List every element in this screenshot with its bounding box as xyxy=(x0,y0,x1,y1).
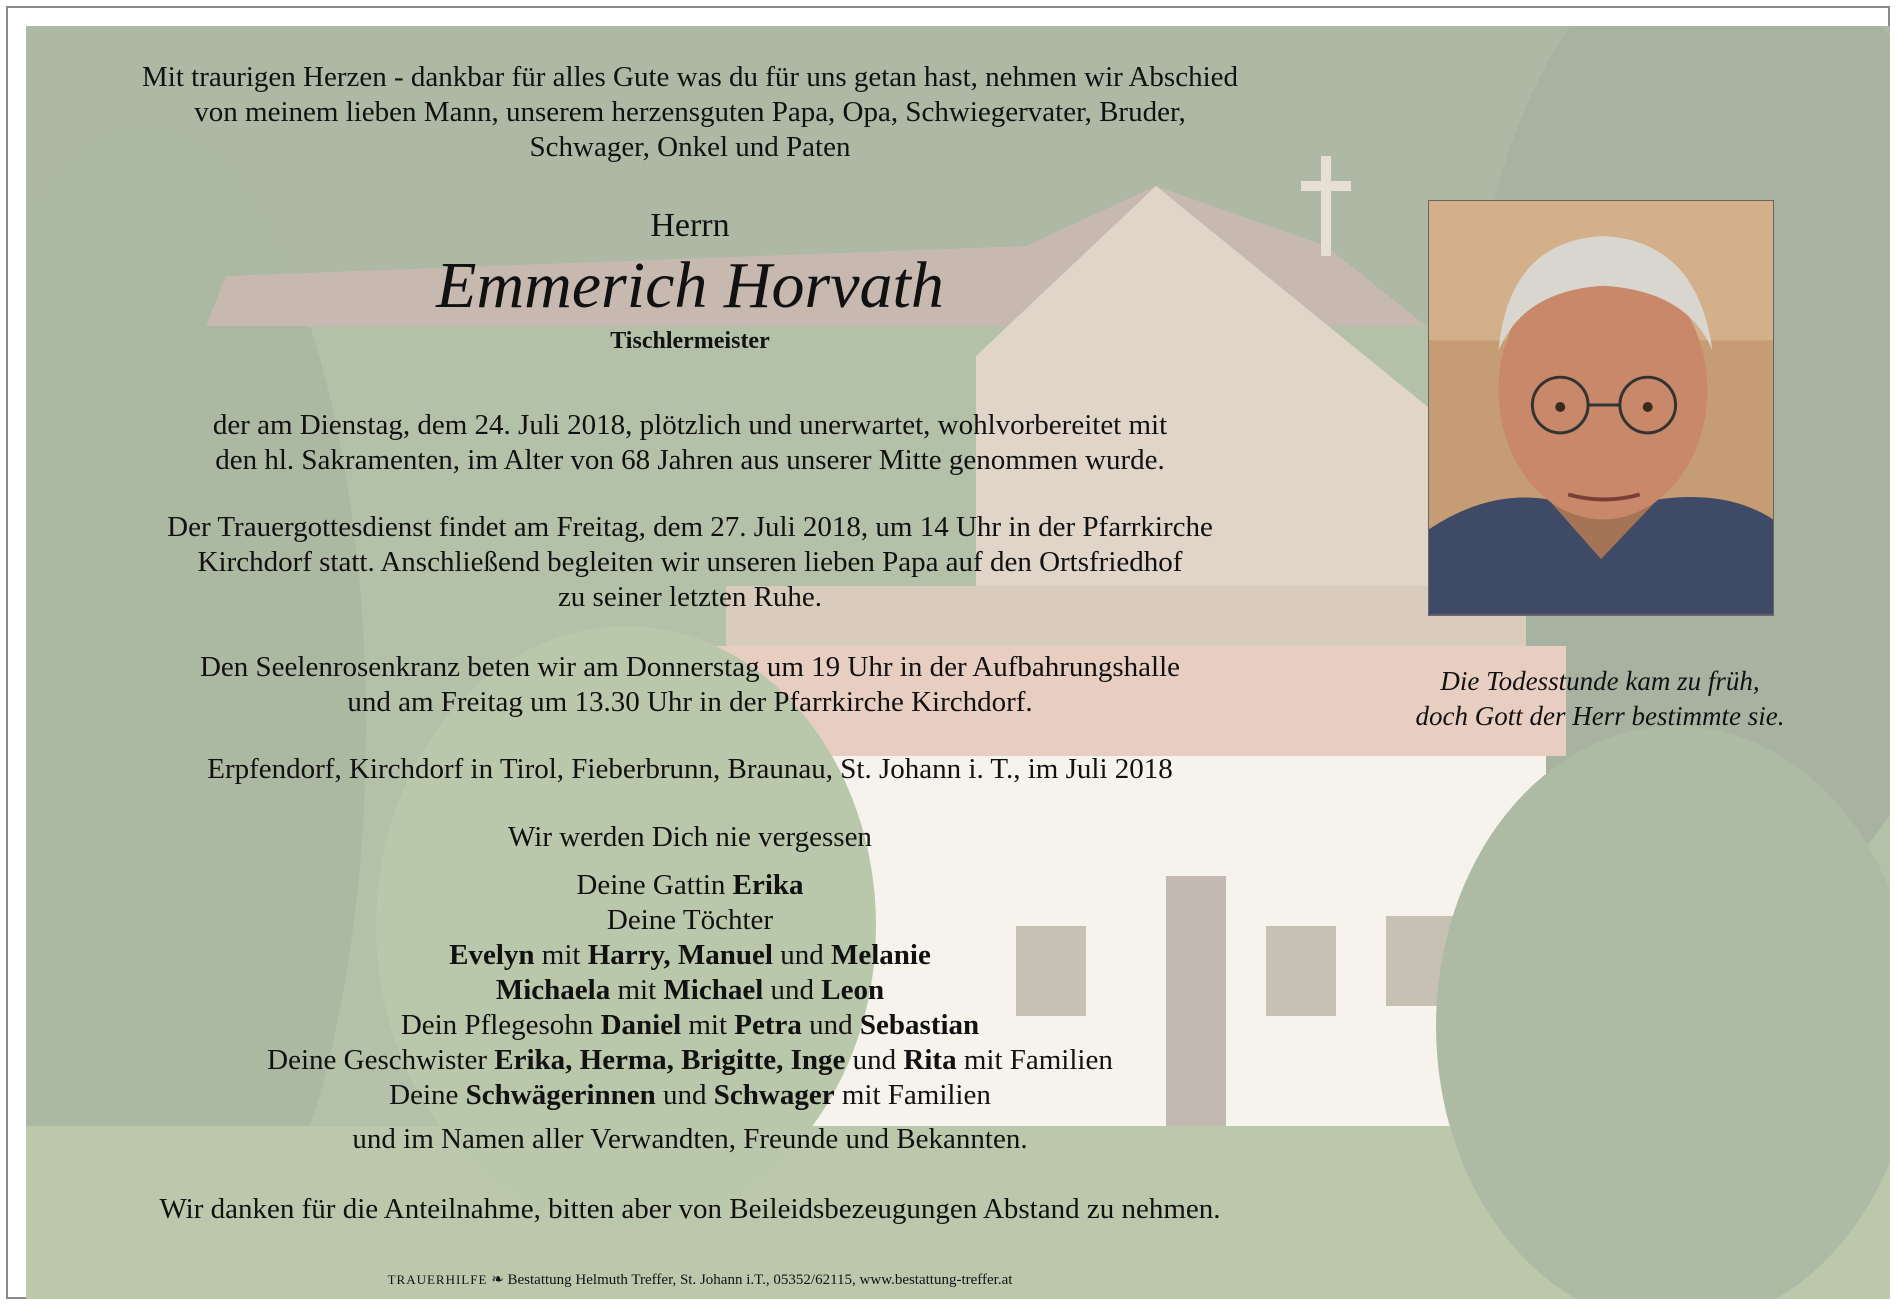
daughter-line xyxy=(80,973,1300,1008)
deceased-name: Emmerich Horvath xyxy=(436,249,944,322)
quote-line: Die Todesstunde kam zu früh, xyxy=(1440,666,1760,696)
name-bold: Michael xyxy=(663,974,764,1006)
text: mit xyxy=(617,974,657,1006)
text: Dein Pflegesohn xyxy=(400,1009,594,1041)
text-line: zu seiner letzten Ruhe. xyxy=(557,581,823,613)
daughter-line xyxy=(80,938,1300,973)
intro-line: von meinem lieben Mann, unserem herzensguten Papa, Opa, Schwiegervater, Bruder, xyxy=(194,96,1186,128)
footer-text: Bestattung Helmuth Treffer, St. Johann i.T., 05352/62115, www.bestattung-treffer.at xyxy=(507,1272,1013,1288)
name-bold: Leon xyxy=(821,974,885,1006)
feather-icon: ❧ xyxy=(491,1272,504,1288)
inlaws-line xyxy=(80,1078,1300,1113)
text: mit xyxy=(688,1009,728,1041)
name-bold: Harry, Manuel xyxy=(587,939,773,971)
death-paragraph xyxy=(80,408,1300,478)
name-bold: Erika, Herma, Brigitte, Inge xyxy=(494,1044,846,1076)
text-line: Den Seelenrosenkranz beten wir am Donnerstag um 19 Uhr in der Aufbahrungshalle xyxy=(199,651,1181,683)
service-paragraph xyxy=(80,510,1300,615)
name-bold: Petra xyxy=(734,1009,802,1041)
portrait-photo xyxy=(1428,200,1774,616)
footer xyxy=(250,1270,1150,1289)
places-line: Erpfendorf, Kirchdorf in Tirol, Fieberbrunn, Braunau, St. Johann i. T., im Juli 2018 xyxy=(207,753,1173,785)
intro-line: Mit traurigen Herzen - dankbar für alles Gute was du für uns getan hast, nehmen wir Abschied xyxy=(141,61,1239,93)
rosary-paragraph xyxy=(80,650,1300,720)
intro-text xyxy=(80,60,1300,165)
text-line: Kirchdorf statt. Anschließend begleiten wir unseren lieben Papa auf den Ortsfriedhof xyxy=(197,546,1183,578)
name-bold: Schwager xyxy=(713,1079,835,1111)
text-line: Der Trauergottesdienst findet am Freitag, dem 27. Juli 2018, um 14 Uhr in der Pfarrkirche xyxy=(167,511,1213,543)
never-forget-line: Wir werden Dich nie vergessen xyxy=(508,821,872,853)
profession: Tischlermeister xyxy=(610,328,770,354)
footer-brand: TRAUERHILFE xyxy=(387,1272,488,1287)
name-bold: Sebastian xyxy=(859,1009,980,1041)
family-list xyxy=(80,868,1300,1113)
name-bold: Evelyn xyxy=(449,939,535,971)
name-bold: Melanie xyxy=(830,939,931,971)
text: und xyxy=(780,939,824,971)
portrait-image xyxy=(1429,201,1773,615)
name-bold: Erika xyxy=(732,869,804,901)
daughters-label: Deine Töchter xyxy=(606,904,774,936)
thanks-line: Wir danken für die Anteilnahme, bitten aber von Beileidsbezeugungen Abstand zu nehmen. xyxy=(159,1193,1221,1225)
quote-line: doch Gott der Herr bestimmte sie. xyxy=(1415,701,1785,731)
text: Deine xyxy=(389,1079,459,1111)
text: Deine Gattin xyxy=(576,869,726,901)
siblings-line xyxy=(80,1043,1300,1078)
name-bold: Michaela xyxy=(495,974,611,1006)
text-line: den hl. Sakramenten, im Alter von 68 Jahren aus unserer Mitte genommen wurde. xyxy=(215,444,1165,476)
text: mit xyxy=(541,939,581,971)
text-line: der am Dienstag, dem 24. Juli 2018, plötzlich und unerwartet, wohlvorbereitet mit xyxy=(212,409,1168,441)
text: mit Familien xyxy=(963,1044,1113,1076)
wife-line xyxy=(80,868,1300,903)
relatives-line: und im Namen aller Verwandten, Freunde und Bekannten. xyxy=(352,1123,1028,1155)
memorial-quote xyxy=(1360,664,1840,734)
salutation: Herrn xyxy=(650,207,730,244)
intro-line: Schwager, Onkel und Paten xyxy=(529,131,851,163)
text: und xyxy=(770,974,815,1006)
text: und xyxy=(852,1044,897,1076)
name-bold: Rita xyxy=(903,1044,957,1076)
text-line: und am Freitag um 13.30 Uhr in der Pfarrkirche Kirchdorf. xyxy=(347,686,1033,718)
name-bold: Schwägerinnen xyxy=(465,1079,656,1111)
text: Deine Geschwister xyxy=(267,1044,487,1076)
foster-line xyxy=(80,1008,1300,1043)
text: und xyxy=(809,1009,853,1041)
text: und xyxy=(663,1079,707,1111)
name-bold: Daniel xyxy=(600,1009,682,1041)
text: mit Familien xyxy=(841,1079,991,1111)
